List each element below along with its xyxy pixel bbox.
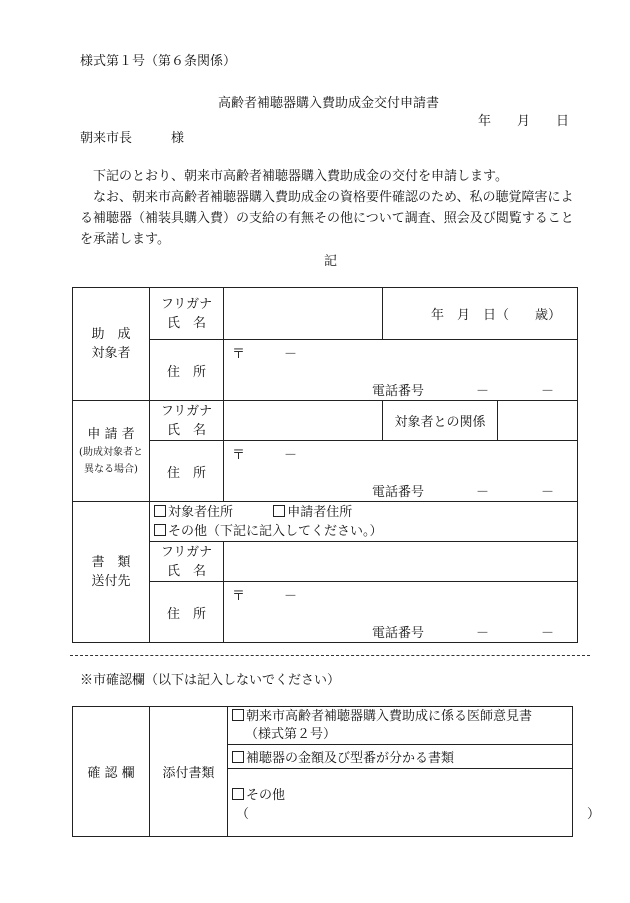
doc2-row [228, 745, 573, 769]
subject-address-field[interactable] [224, 340, 578, 401]
subject-name-field[interactable] [224, 288, 383, 340]
doc2-option[interactable]: 補聴器の金額及び型番が分かる書類 [228, 747, 572, 766]
checkbox-icon[interactable] [154, 524, 166, 536]
ki-heading: 記 [324, 254, 338, 269]
doc1-option[interactable]: 朝来市高齢者補聴器購入費助成に係る医師意見書 [232, 708, 572, 726]
attached-docs-label: 添付書類 [150, 707, 228, 837]
confirm-label: 確 認 欄 [73, 707, 150, 837]
subject-address-label: 住 所 [150, 340, 224, 401]
destination-name-label: フリガナ 氏 名 [150, 542, 224, 582]
option-applicant-address[interactable]: 申請者住所 [273, 505, 352, 520]
destination-address-label: 住 所 [150, 582, 224, 643]
subject-name-label: フリガナ 氏 名 [150, 288, 224, 340]
subject-birthdate-field[interactable]: 年 月 日（ 歳） [383, 288, 578, 340]
checkbox-icon[interactable] [154, 505, 166, 517]
city-note: ※市確認欄（以下は記入しないでください） [80, 673, 341, 688]
body-paragraph-1: 下記のとおり、朝来市高齢者補聴器購入費助成金の交付を申請します。 [93, 169, 508, 184]
applicant-address-label: 住 所 [150, 441, 224, 502]
option-other[interactable]: その他（下記に記入してください。） [154, 522, 577, 541]
destination-section-label: 書 類 送付先 [73, 502, 150, 643]
relation-label: 対象者との関係 [383, 401, 498, 441]
checkbox-icon[interactable] [232, 709, 244, 721]
checkbox-icon[interactable] [232, 751, 244, 763]
body-paragraph-2: なお、朝来市高齢者補聴器購入費助成金の資格要件確認のため、私の聴覚障害による補聴器（補装具購入費）の支給の有無その他について調査、照会及び閲覧することを承諾します。 [80, 190, 574, 247]
destination-phone[interactable]: 電話番号 － － [372, 626, 555, 641]
form-number: 様式第１号（第６条関係） [80, 54, 237, 69]
subject-section-label: 助 成 対象者 [73, 288, 150, 401]
addressee: 朝来市長 様 [80, 131, 185, 146]
doc1-row: 朝来市高齢者補聴器購入費助成に係る医師意見書 （様式第２号） [228, 707, 573, 745]
relation-field[interactable] [498, 401, 578, 441]
checkbox-icon[interactable] [232, 788, 244, 800]
doc3-row [228, 769, 601, 837]
applicant-section-label: 申 請 者 (助成対象者と 異なる場合) [73, 401, 150, 502]
doc3-option[interactable]: その他 [232, 786, 572, 805]
applicant-postal-code[interactable]: 〒 － [232, 448, 298, 463]
applicant-name-field[interactable] [224, 401, 383, 441]
divider-dotted [70, 655, 590, 656]
destination-address-field[interactable] [224, 582, 578, 643]
doc3-detail-field[interactable]: （ ） [236, 806, 601, 822]
application-table [72, 287, 578, 643]
checkbox-icon[interactable] [273, 505, 285, 517]
option-subject-address[interactable]: 対象者住所 [154, 505, 233, 520]
applicant-phone[interactable]: 電話番号 － － [372, 485, 555, 500]
destination-options [150, 502, 578, 542]
subject-postal-code[interactable]: 〒 － [232, 347, 298, 362]
destination-name-field[interactable] [224, 542, 578, 582]
form-title: 高齢者補聴器購入費助成金交付申請書 [218, 96, 440, 111]
applicant-address-field[interactable] [224, 441, 578, 502]
destination-postal-code[interactable]: 〒 － [232, 589, 298, 604]
subject-phone[interactable]: 電話番号 － － [372, 384, 555, 399]
confirmation-table [72, 706, 601, 837]
applicant-name-label: フリガナ 氏 名 [150, 401, 224, 441]
date-line[interactable]: 年 月 日 [478, 114, 570, 129]
